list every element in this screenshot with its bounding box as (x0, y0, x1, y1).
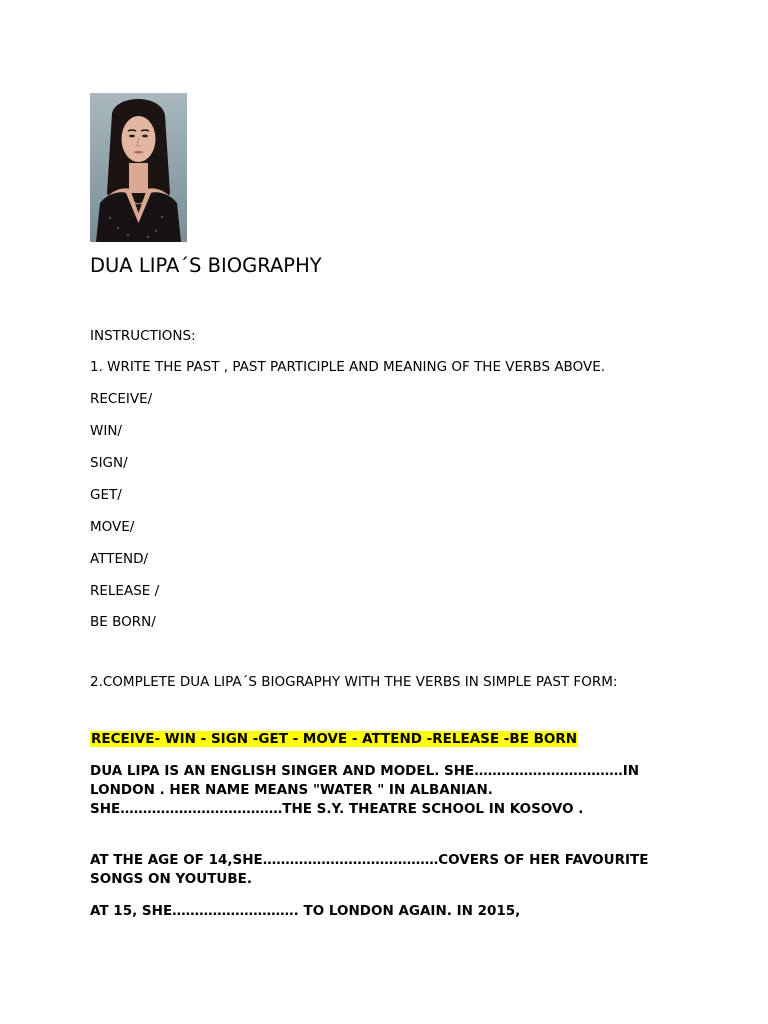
verb-item: MOVE/ (90, 519, 135, 535)
instructions-label: INSTRUCTIONS: (90, 328, 196, 344)
verb-item: GET/ (90, 487, 122, 503)
verb-bank-highlight: RECEIVE- WIN - SIGN -GET - MOVE - ATTEND -RELEASE -BE BORN (91, 731, 578, 747)
biography-paragraph: AT THE AGE OF 14,SHE…………………………………COVERS OF HER FAVOURITE SONGS ON YOUTUBE. (90, 852, 649, 887)
verb-item: SIGN/ (90, 455, 128, 471)
verb-item: BE BORN/ (90, 614, 156, 630)
dua-lipa-photo (90, 93, 187, 242)
biography-paragraph: DUA LIPA IS AN ENGLISH SINGER AND MODEL. SHE……………………………IN LONDON . HER NAME MEANS "WATER " IN ALBANIAN. SHE………………………………THE S.Y. THEATRE SCHOOL IN KOSOVO . (90, 763, 640, 817)
exercise-1-instruction: 1. WRITE THE PAST , PAST PARTICIPLE AND MEANING OF THE VERBS ABOVE. (90, 359, 606, 375)
worksheet-title: DUA LIPA´S BIOGRAPHY (90, 254, 322, 277)
verb-item: RELEASE / (90, 583, 160, 599)
verb-item: WIN/ (90, 423, 122, 439)
verb-item: ATTEND/ (90, 551, 149, 567)
verb-item: RECEIVE/ (90, 391, 153, 407)
exercise-2-instruction: 2.COMPLETE DUA LIPA´S BIOGRAPHY WITH THE VERBS IN SIMPLE PAST FORM: (90, 674, 618, 690)
biography-paragraph: AT 15, SHE………………………. TO LONDON AGAIN. IN 2015, (90, 903, 521, 919)
